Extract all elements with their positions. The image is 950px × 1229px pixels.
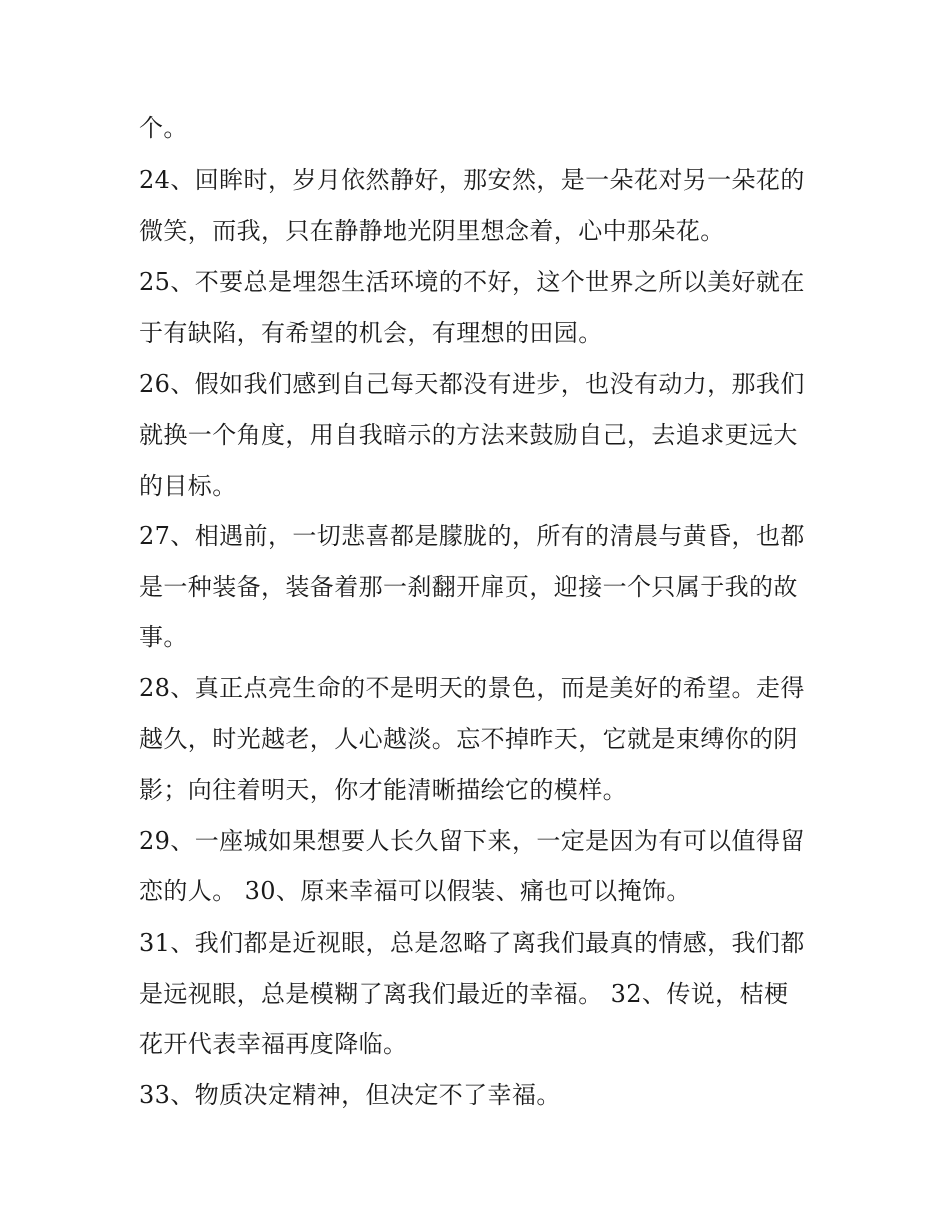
text-line: 于有缺陷，有希望的机会，有理想的田园。 xyxy=(139,319,603,347)
text-line: 越久，时光越老，人心越淡。忘不掉昨天，它就是束缚你的阴 xyxy=(139,725,798,753)
text-line: 31、我们都是近视眼，总是忽略了离我们最真的情感，我们都 xyxy=(139,929,805,957)
text-line: 29、一座城如果想要人长久留下来，一定是因为有可以值得留 xyxy=(139,827,805,855)
text-line: 影；向往着明天，你才能清晰描绘它的模样。 xyxy=(139,776,627,804)
text-line: 26、假如我们感到自己每天都没有进步，也没有动力，那我们 xyxy=(139,370,805,398)
text-line: 的目标。 xyxy=(139,472,237,500)
text-line: 25、不要总是埋怨生活环境的不好，这个世界之所以美好就在 xyxy=(139,268,805,296)
text-line: 27、相遇前，一切悲喜都是朦胧的，所有的清晨与黄昏，也都 xyxy=(139,522,805,550)
text-line: 花开代表幸福再度降临。 xyxy=(139,1030,408,1058)
text-line: 是一种装备，装备着那一刹翻开扉页，迎接一个只属于我的故 xyxy=(139,573,798,601)
text-line: 28、真正点亮生命的不是明天的景色，而是美好的希望。走得 xyxy=(139,674,805,702)
text-line: 是远视眼，总是模糊了离我们最近的幸福。 32、传说，桔梗 xyxy=(139,980,789,1008)
text-line: 微笑，而我，只在静静地光阴里想念着，心中那朵花。 xyxy=(139,217,725,245)
text-line: 33、物质决定精神，但决定不了幸福。 xyxy=(139,1081,561,1109)
text-line: 就换一个角度，用自我暗示的方法来鼓励自己，去追求更远大 xyxy=(139,421,798,449)
text-line: 事。 xyxy=(139,623,188,651)
text-line: 恋的人。 30、原来幸福可以假装、痛也可以掩饰。 xyxy=(139,877,691,905)
text-line: 24、回眸时，岁月依然静好，那安然，是一朵花对另一朵花的 xyxy=(139,166,805,194)
text-line: 个。 xyxy=(139,114,188,142)
